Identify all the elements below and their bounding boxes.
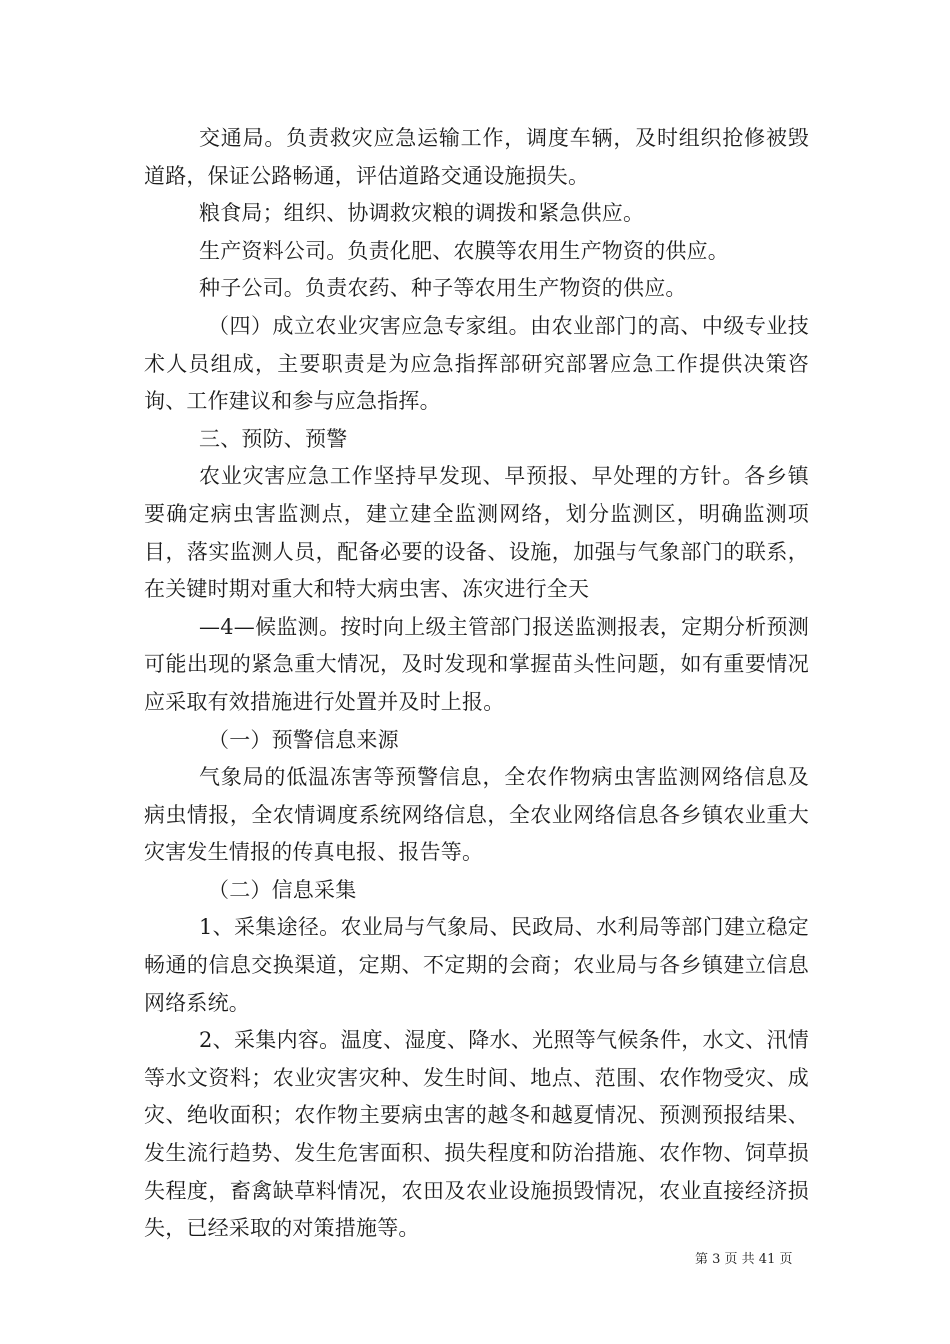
paragraph-grain-bureau: 粮食局；组织、协调救灾粮的调拨和紧急供应。 <box>199 201 645 226</box>
paragraph-expert-group: （四）成立农业灾害应急专家组。由农业部门的高、中级专业技术人员组成，主要职责是为应急指挥部研究部署应急工作提供决策咨询、工作建议和参与应急指挥。 <box>144 313 809 414</box>
paragraph-seed-company: 种子公司。负责农药、种子等农用生产物资的供应。 <box>199 276 687 301</box>
subheading-warning-source: （一）预警信息来源 <box>208 727 399 752</box>
document-body <box>144 120 809 1248</box>
page-number-footer: 第 3 页 共 41 页 <box>695 1252 793 1267</box>
paragraph-production-materials: 生产资料公司。负责化肥、农膜等农用生产物资的供应。 <box>199 238 729 263</box>
paragraph-monitoring: 农业灾害应急工作坚持早发现、早预报、早处理的方针。各乡镇要确定病虫害监测点，建立建全监测网络，划分监测区，明确监测项目，落实监测人员，配备必要的设备、设施，加强与气象部门的联系，在关键时期对重大和特大病虫害、冻灾进行全天 <box>144 464 809 602</box>
paragraph-transport-bureau: 交通局。负责救灾应急运输工作，调度车辆，及时组织抢修被毁道路，保证公路畅通，评估道路交通设施损失。 <box>144 126 809 188</box>
paragraph-monitoring-continued: —4—候监测。按时向上级主管部门报送监测报表，定期分析预测可能出现的紧急重大情况，及时发现和掌握苗头性问题，如有重要情况应采取有效措施进行处置并及时上报。 <box>144 614 809 714</box>
section-heading-prevention: 三、预防、预警 <box>199 426 348 451</box>
paragraph-collection-channel: 1、采集途径。农业局与气象局、民政局、水利局等部门建立稳定畅通的信息交换渠道，定期、不定期的会商；农业局与各乡镇建立信息网络系统。 <box>144 915 809 1015</box>
paragraph-warning-source: 气象局的低温冻害等预警信息，全农作物病虫害监测网络信息及病虫情报，全农情调度系统网络信息，全农业网络信息各乡镇农业重大灾害发生情报的传真电报、报告等。 <box>144 765 809 865</box>
paragraph-collection-content: 2、采集内容。温度、湿度、降水、光照等气候条件，水文、汛情等水文资料；农业灾害灾种、发生时间、地点、范围、农作物受灾、成灾、绝收面积；农作物主要病虫害的越冬和越夏情况、预测预报结果、发生流行趋势、发生危害面积、损失程度和防治措施、农作物、饲草损失程度，畜禽缺草料情况，农田及农业设施损毁情况，农业直接经济损失，已经采取的对策措施等。 <box>144 1028 809 1241</box>
subheading-info-collection: （二）信息采集 <box>208 877 357 902</box>
